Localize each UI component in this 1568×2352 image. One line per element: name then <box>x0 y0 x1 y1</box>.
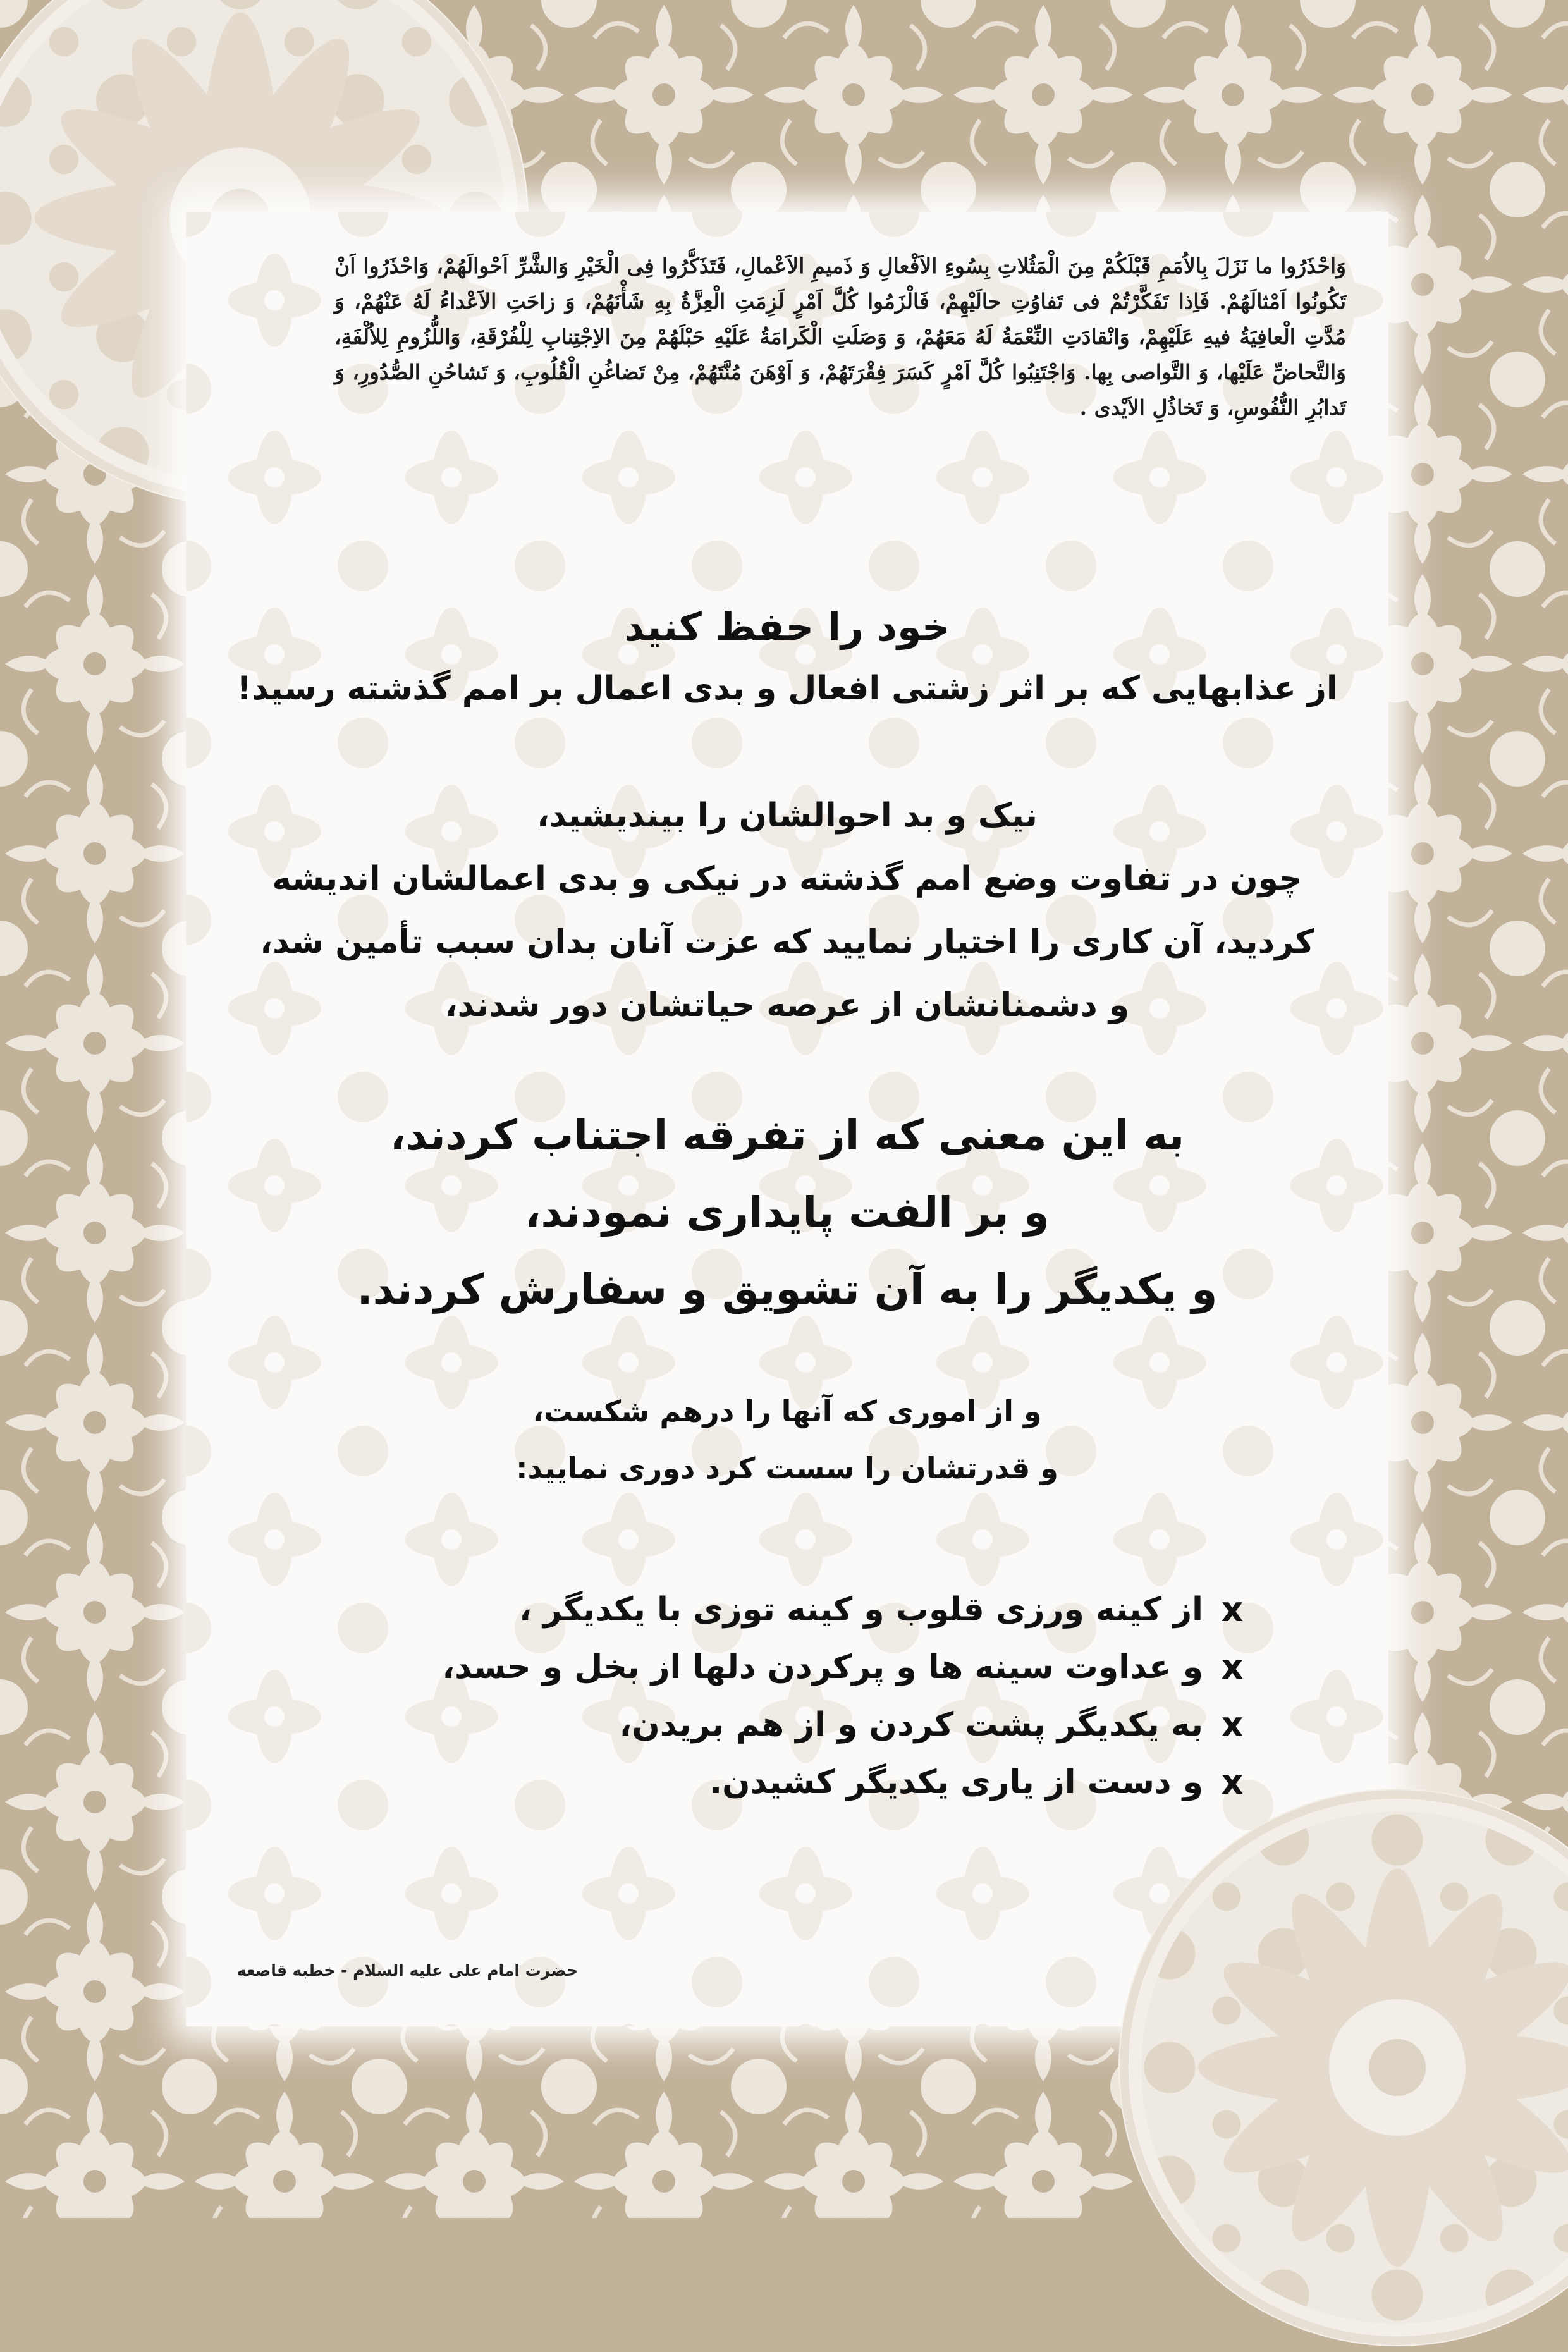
list-item-text: به یکدیگر پشت کردن و از هم بریدن، <box>619 1705 1203 1744</box>
list-item-text: و دست از یاری یکدیگر کشیدن. <box>709 1763 1203 1801</box>
paragraph-reflect <box>186 784 1388 1037</box>
rosette-ornament-bottom-right <box>1113 1783 1568 2352</box>
list-item <box>313 1638 1261 1696</box>
paragraph-line: نیک و بد احوالشان را بیندیشید، <box>537 797 1038 835</box>
paragraph-line: و از اموری که آنها را درهم شکست، <box>532 1394 1042 1428</box>
paragraph-line: به این معنی که از تفرقه اجتناب کردند، <box>389 1111 1185 1160</box>
paragraph-line: چون در تفاوت وضع امم گذشته در نیکی و بدی اعمالشان اندیشه <box>272 860 1302 898</box>
list-item <box>313 1696 1261 1753</box>
arabic-quote: وَاحْذَرُوا ما نَزَلَ بِالاُمَمِ قَبْلَكُمْ مِنَ الْمَثُلاتِ بِسُوءِ الاَفْعالِ وَ ذَميمِ الاَعْمالِ، فَتَذَكَّرُوا فِی الْخَیْرِ وَالشَّرِّ اَحْوالَهُمْ، وَاحْذَرُوا اَنْ تَكُونُوا اَمْثالَهُمْ. فَاِذا تَفَكَّرْتُمْ فی تَفاوُتِ حالَیْهِمْ، فَالْزَمُوا كُلَّ اَمْرٍ لَزِمَتِ الْعِزَّةُ بِهِ شَأْنَهُمْ، وَ زاحَتِ الاَعْداءُ لَهُ عَنْهُمْ، وَ مُدَّتِ الْعافِیَةُ فیهِ عَلَیْهِمْ، وَانْقادَتِ النِّعْمَةُ لَهُ مَعَهُمْ، وَ وَصَلَتِ الْكَرامَةُ عَلَیْهِ حَبْلَهُمْ مِنَ الاِجْتِنابِ لِلْفُرْقَةِ، وَاللُّزُومِ لِلاُلْفَةِ، وَالتَّحاضِّ عَلَیْها، وَ التَّواصی بِها. وَاجْتَنِبُوا كُلَّ اَمْرٍ كَسَرَ فِقْرَتَهُمْ، وَ اَوْهَنَ مُنَّتَهُمْ، مِنْ تَضاغُنِ الْقُلُوبِ، وَ تَشاحُنِ الصُّدُورِ، وَ تَدابُرِ النُّفُوسِ، وَ تَخاذُلِ الاَیْدی . <box>334 254 1346 420</box>
footer-attribution: حضرت امام علی علیه السلام - خطبه قاصعه <box>236 1961 578 1980</box>
list-item <box>313 1581 1261 1638</box>
cross-bullet-icon: x <box>1221 1762 1244 1802</box>
content-panel <box>186 212 1388 2026</box>
bullet-list <box>186 1581 1388 1811</box>
paragraph-line: کردید، آن کاری را اختیار نمایید که عزت آنان بدان سبب تأمین شد، <box>260 923 1314 961</box>
list-item-text: و عداوت سینه ها و پرکردن دلها از بخل و حسد، <box>442 1648 1203 1686</box>
paragraph-line: و بر الفت پایداری نمودند، <box>525 1188 1050 1237</box>
paragraph-line: و دشمنانشان از عرصه حیاتشان دور شدند، <box>444 986 1130 1024</box>
cross-bullet-icon: x <box>1221 1647 1244 1687</box>
list-item-text: از کینه ورزی قلوب و کینه توزی با یکدیگر ، <box>519 1590 1203 1629</box>
page-title: خود را حفظ کنید <box>624 604 950 650</box>
paragraph-line: و یکدیگر را به آن تشویق و سفارش کردند. <box>357 1265 1218 1314</box>
page-subtitle: از عذابهایی که بر اثر زشتی افعال و بدی اعمال بر امم گذشته رسید! <box>236 670 1338 707</box>
paragraph-avoid <box>186 1383 1388 1497</box>
cross-bullet-icon: x <box>1221 1589 1244 1629</box>
paragraph-line: و قدرتشان را سست کرد دوری نمایید: <box>516 1451 1058 1485</box>
paragraph-unity <box>186 1097 1388 1328</box>
cross-bullet-icon: x <box>1221 1705 1244 1744</box>
